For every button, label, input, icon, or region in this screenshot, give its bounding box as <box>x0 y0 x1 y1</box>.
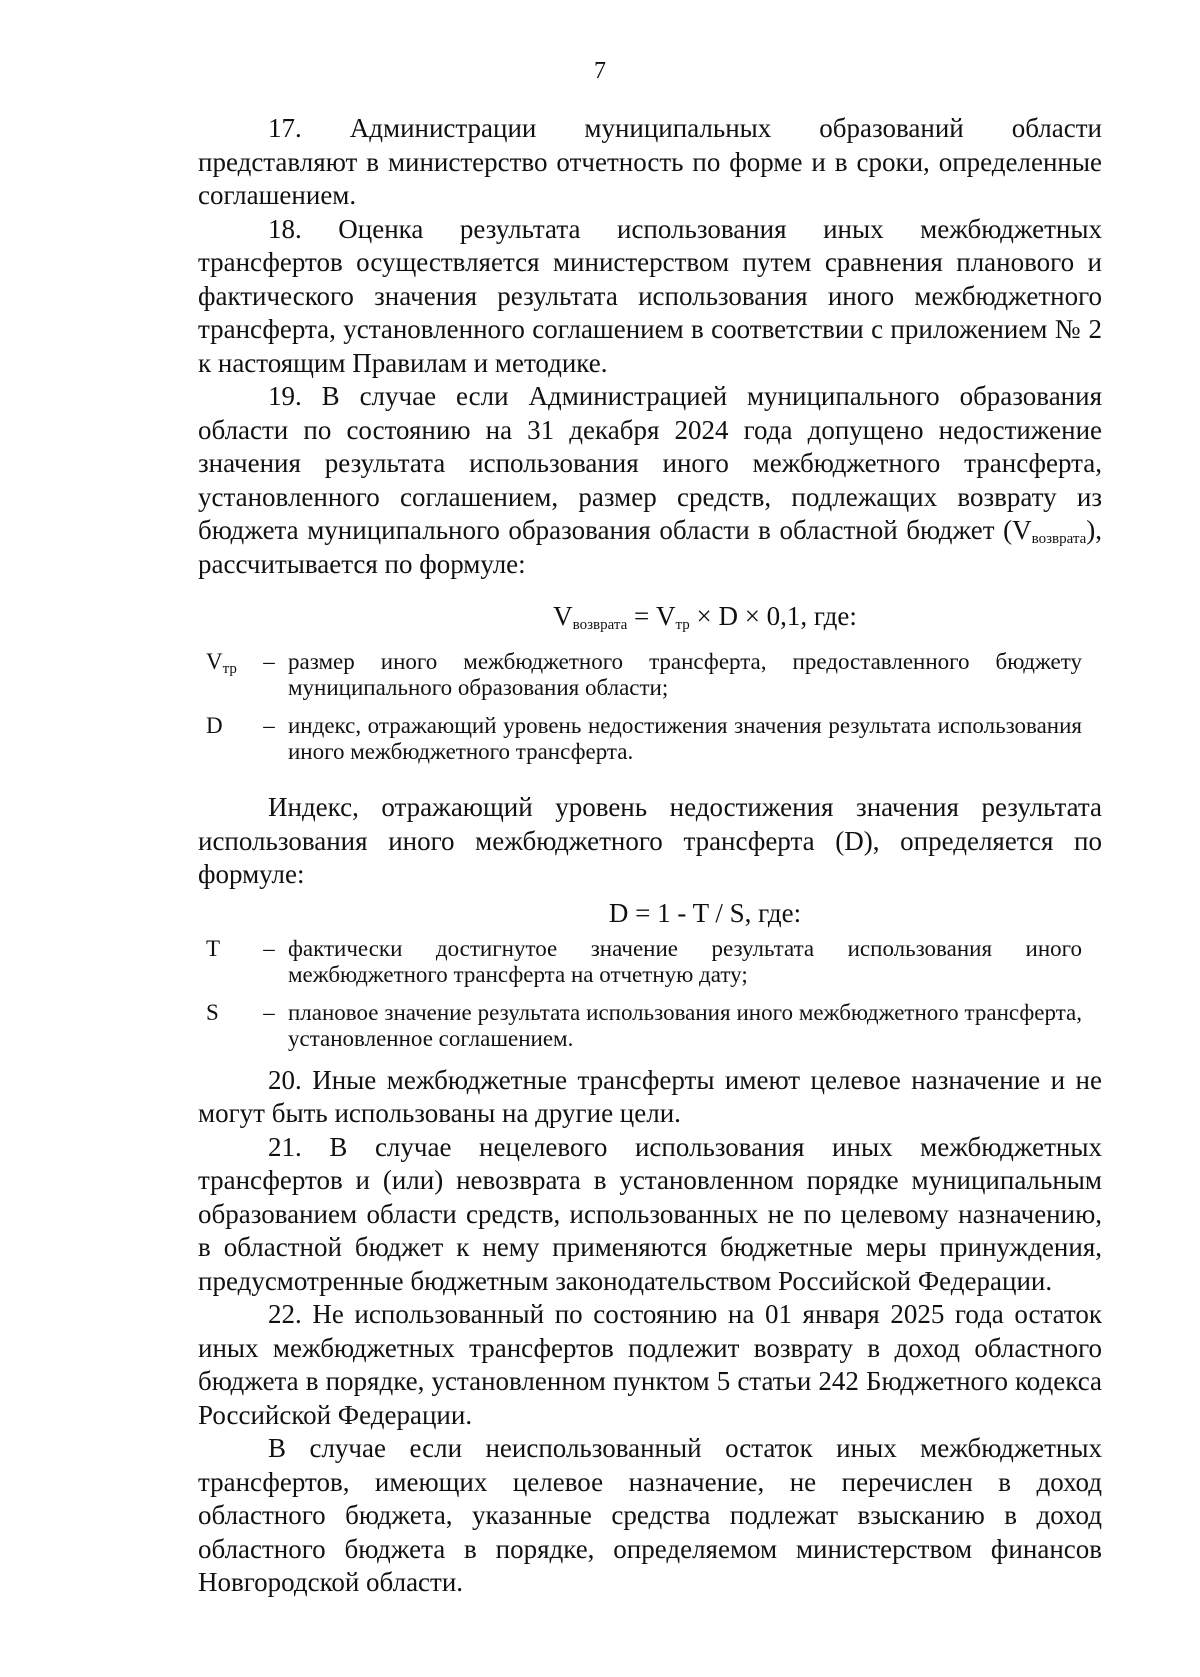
formula1-lhs: V <box>553 601 573 631</box>
paragraph-index-intro: Индекс, отражающий уровень недостижения значения результата использования иного межбюджетного трансферта (D), определяется по формуле: <box>198 792 1102 889</box>
definition-row <box>198 936 1102 988</box>
definition-text: фактически достигнутое значение результата использования иного межбюджетного трансферта на отчетную дату; <box>288 935 1082 987</box>
definition-text: размер иного межбюджетного трансферта, предоставленного бюджету муниципального образования области; <box>288 649 1082 700</box>
formula-return-amount <box>198 599 1102 633</box>
paragraph-20: 20. Иные межбюджетные трансферты имеют целевое назначение и не могут быть использованы на другие цели. <box>198 1064 1102 1128</box>
paragraph-19-subscript: возврата <box>1031 531 1087 547</box>
definition-symbol: S <box>206 999 219 1025</box>
definitions-formula-1 <box>198 649 1102 765</box>
formula1-eq: = V <box>627 601 676 631</box>
definition-dash: – <box>263 649 275 674</box>
formula1-lhs-subscript: возврата <box>572 617 628 633</box>
paragraph-17: 17. Администрации муниципальных образований области представляют в министерство отчетность по форме и в сроки, определенные соглашением. <box>198 113 1102 210</box>
definition-symbol: T <box>206 935 221 961</box>
definition-row <box>198 713 1102 765</box>
definition-text: плановое значение результата использования иного межбюджетного трансферта, установленное соглашением. <box>288 999 1082 1051</box>
formula1-rest: × D × 0,1, где: <box>689 601 857 631</box>
paragraph-22-continuation: В случае если неиспользованный остаток иных межбюджетных трансфертов, имеющих целевое назначение, не перечислен в доход областного бюджета, указанные средства подлежат взысканию в доход областного бюджета в порядке, определяемом министерством финансов Новгородской области. <box>198 1433 1102 1597</box>
paragraph-22: 22. Не использованный по состоянию на 01 января 2025 года остаток иных межбюджетных трансфертов подлежит возврату в доход областного бюджета в порядке, установленном пунктом 5 статьи 242 Бюджетного кодекса Российской Федерации. <box>198 1299 1102 1430</box>
paragraph-19-text: 19. В случае если Администрацией муниципального образования области по состоянию на 31 декабря 2024 года допущено недостижение значения результата использования иного межбюджетного трансферта, установленного соглашением, размер средств, подлежащих возврату из бюджета муниципального образования области в областной бюджет (V <box>198 381 1102 545</box>
document-body <box>198 112 1102 1600</box>
definition-dash: – <box>263 935 275 961</box>
page-number: 7 <box>594 58 606 84</box>
paragraph-19 <box>198 380 1102 581</box>
definition-dash: – <box>263 999 275 1025</box>
definition-text: индекс, отражающий уровень недостижения значения результата использования иного межбюджетного трансферта. <box>288 713 1082 764</box>
paragraph-19-tail: ), рассчитывается по формуле: <box>198 515 1102 579</box>
definition-row <box>198 1000 1102 1052</box>
paragraph-18: 18. Оценка результата использования иных межбюджетных трансфертов осуществляется министерством путем сравнения планового и фактического значения результата использования иного межбюджетного трансферта, установленного соглашением в соответствии с приложением № 2 к настоящим Правилам и методике. <box>198 213 1102 378</box>
paragraph-21: 21. В случае нецелевого использования иных межбюджетных трансфертов и (или) невозврата в установленном порядке муниципальным образованием области средств, использованных не по целевому назначению, в областной бюджет к нему применяются бюджетные меры принуждения, предусмотренные бюджетным законодательством Российской Федерации. <box>198 1131 1102 1296</box>
definition-dash: – <box>263 713 275 738</box>
definition-symbol: $V_{тр}$ <box>206 649 237 677</box>
definition-symbol: D <box>206 713 223 738</box>
definitions-formula-2 <box>198 936 1102 1052</box>
formula-index: D = 1 - T / S, где: <box>608 897 802 928</box>
definition-row <box>198 649 1102 701</box>
formula1-rhs-subscript: тр <box>675 617 690 633</box>
